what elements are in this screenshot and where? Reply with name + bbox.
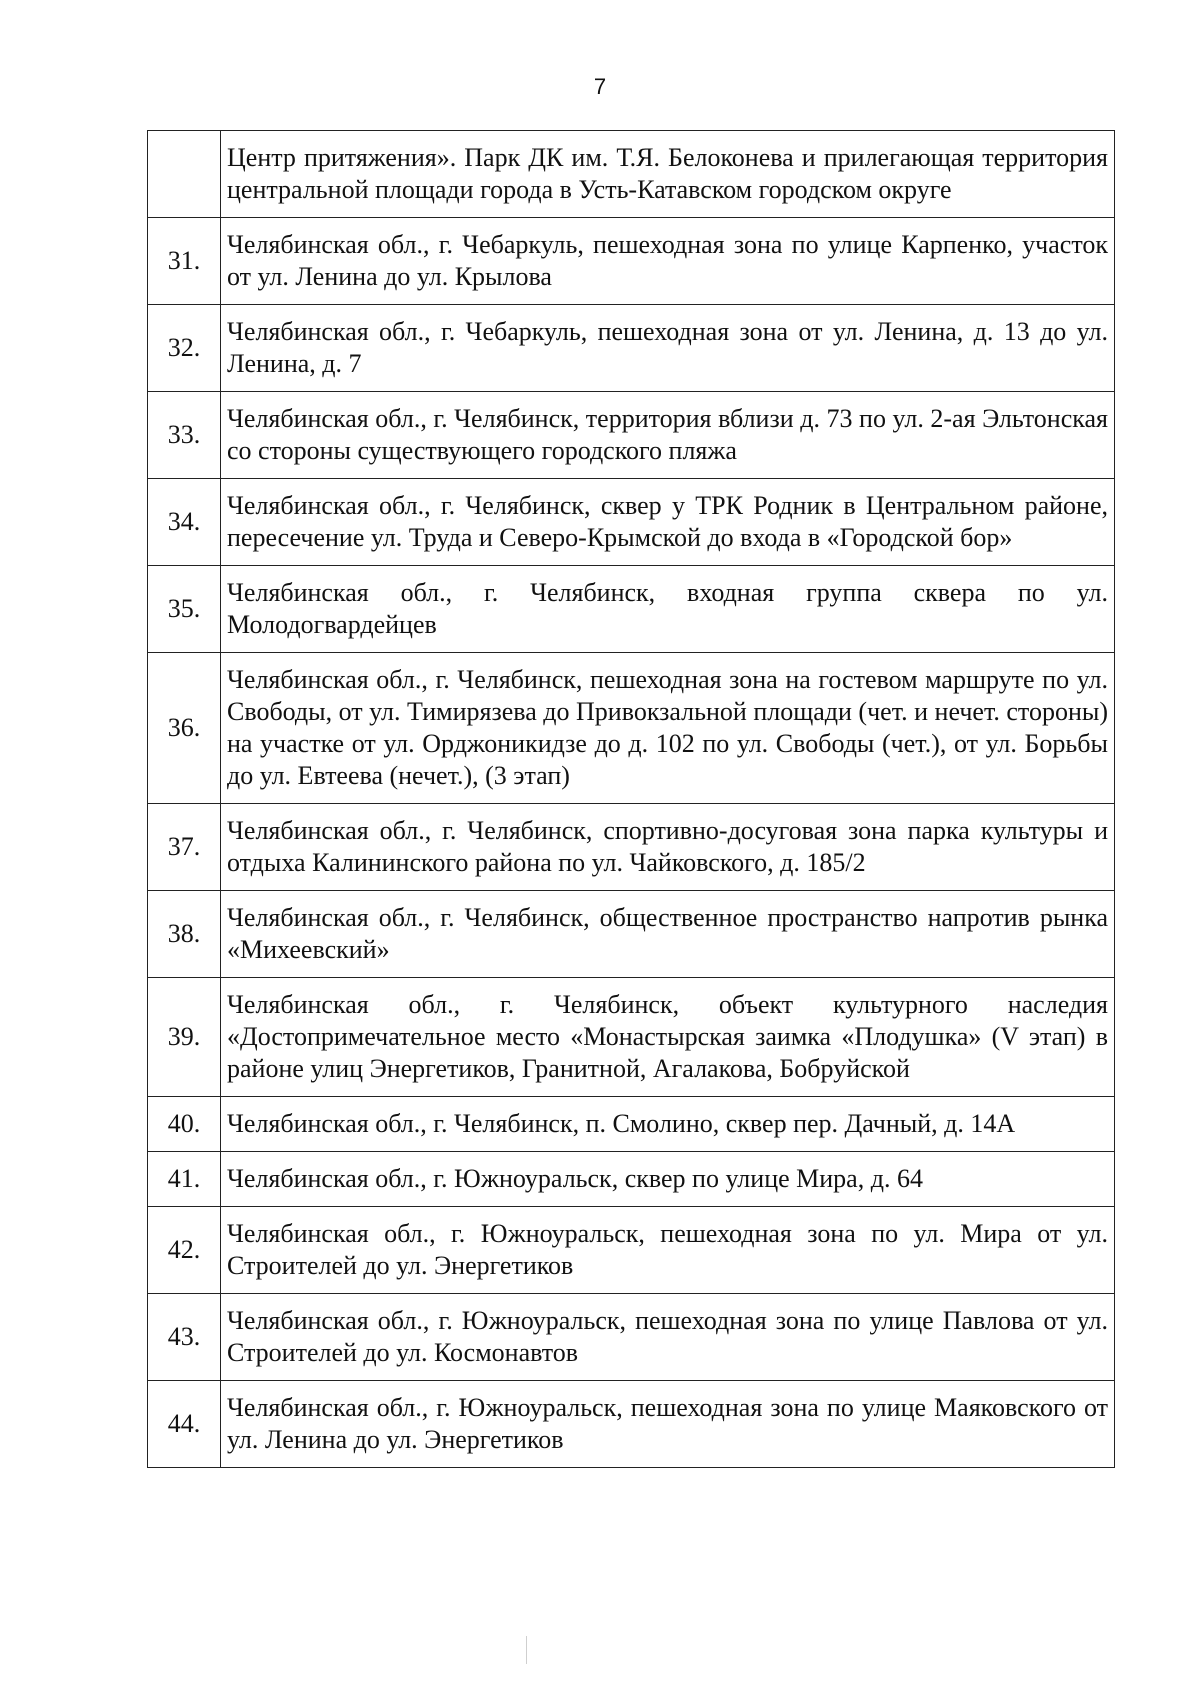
- row-number: 39.: [148, 978, 221, 1097]
- table-row: [148, 1152, 1115, 1207]
- row-text: Челябинская обл., г. Челябинск, п. Смолино, сквер пер. Дачный, д. 14А: [221, 1097, 1115, 1152]
- table-row: [148, 1207, 1115, 1294]
- row-text: Челябинская обл., г. Южноуральск, пешеходная зона по улице Павлова от ул. Строителей до ул. Космонавтов: [221, 1294, 1115, 1381]
- row-text: Челябинская обл., г. Южноуральск, сквер по улице Мира, д. 64: [221, 1152, 1115, 1207]
- row-number: 34.: [148, 479, 221, 566]
- table-row: [148, 804, 1115, 891]
- row-number: 32.: [148, 305, 221, 392]
- scan-artifact-mark: [526, 1636, 527, 1664]
- table-row: [148, 653, 1115, 804]
- row-text: Челябинская обл., г. Челябинск, сквер у ТРК Родник в Центральном районе, пересечение ул. Труда и Северо-Крымской до входа в «Городской бор»: [221, 479, 1115, 566]
- row-number: 33.: [148, 392, 221, 479]
- row-number: [148, 131, 221, 218]
- table-row: [148, 479, 1115, 566]
- row-number: 35.: [148, 566, 221, 653]
- table-row: [148, 392, 1115, 479]
- row-number: 38.: [148, 891, 221, 978]
- row-text: Челябинская обл., г. Челябинск, пешеходная зона на гостевом маршруте по ул. Свободы, от ул. Тимирязева до Привокзальной площади (чет. и нечет. стороны) на участке от ул. Орджоникидзе до д. 102 по ул. Свободы (чет.), от ул. Борьбы до ул. Евтеева (нечет.), (3 этап): [221, 653, 1115, 804]
- table-row: [148, 978, 1115, 1097]
- row-text: Челябинская обл., г. Челябинск, спортивно-досуговая зона парка культуры и отдыха Калининского района по ул. Чайковского, д. 185/2: [221, 804, 1115, 891]
- row-number: 44.: [148, 1381, 221, 1468]
- table-row: [148, 131, 1115, 218]
- page-number: 7: [593, 74, 607, 99]
- table-row: [148, 566, 1115, 653]
- row-text: Челябинская обл., г. Южноуральск, пешеходная зона по ул. Мира от ул. Строителей до ул. Энергетиков: [221, 1207, 1115, 1294]
- row-number: 43.: [148, 1294, 221, 1381]
- row-text: Центр притяжения». Парк ДК им. Т.Я. Белоконева и прилегающая территория центральной площади города в Усть-Катавском городском округе: [221, 131, 1115, 218]
- row-number: 42.: [148, 1207, 221, 1294]
- row-text: Челябинская обл., г. Чебаркуль, пешеходная зона по улице Карпенко, участок от ул. Ленина до ул. Крылова: [221, 218, 1115, 305]
- table-row: [148, 1097, 1115, 1152]
- row-number: 40.: [148, 1097, 221, 1152]
- row-text: Челябинская обл., г. Челябинск, общественное пространство напротив рынка «Михеевский»: [221, 891, 1115, 978]
- row-text: Челябинская обл., г. Южноуральск, пешеходная зона по улице Маяковского от ул. Ленина до ул. Энергетиков: [221, 1381, 1115, 1468]
- table-row: [148, 891, 1115, 978]
- table-row: [148, 305, 1115, 392]
- row-text: Челябинская обл., г. Челябинск, входная группа сквера по ул. Молодогвардейцев: [221, 566, 1115, 653]
- row-number: 31.: [148, 218, 221, 305]
- row-text: Челябинская обл., г. Челябинск, территория вблизи д. 73 по ул. 2-ая Эльтонская со стороны существующего городского пляжа: [221, 392, 1115, 479]
- row-number: 36.: [148, 653, 221, 804]
- table-row: [148, 1294, 1115, 1381]
- objects-table: [147, 130, 1115, 1468]
- row-number: 37.: [148, 804, 221, 891]
- row-text: Челябинская обл., г. Челябинск, объект культурного наследия «Достопримечательное место «Монастырская заимка «Плодушка» (V этап) в районе улиц Энергетиков, Гранитной, Агалакова, Бобруйской: [221, 978, 1115, 1097]
- table-row: [148, 218, 1115, 305]
- table-row: [148, 1381, 1115, 1468]
- row-number: 41.: [148, 1152, 221, 1207]
- row-text: Челябинская обл., г. Чебаркуль, пешеходная зона от ул. Ленина, д. 13 до ул. Ленина, д. 7: [221, 305, 1115, 392]
